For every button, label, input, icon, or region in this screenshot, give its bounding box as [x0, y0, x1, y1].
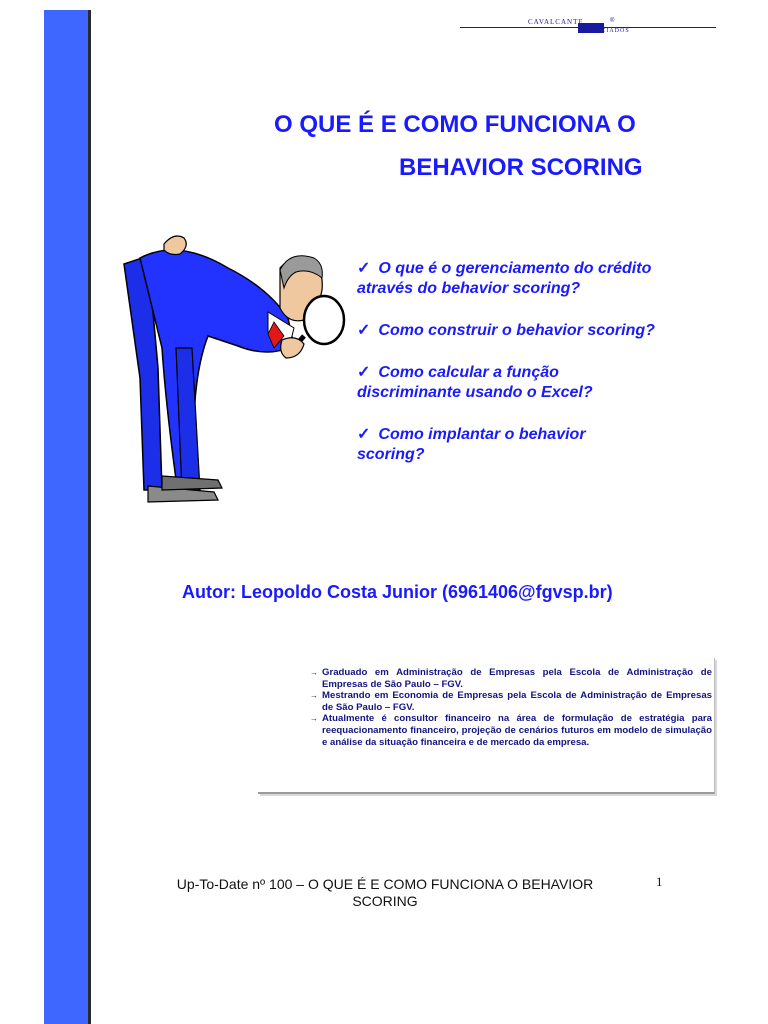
question-text: O que é o gerenciamento do crédito através do behavior scoring? [357, 260, 652, 297]
list-item [357, 259, 657, 299]
check-icon: ✓ [357, 426, 371, 443]
bio-text: Atualmente é consultor financeiro na área de formulação de estratégia para reequacionamento financeiro, projeção de cenários futuros em modelo de simulação e análise da situação financeira e de mercado da empresa. [322, 713, 712, 748]
question-text: Como implantar o behavior scoring? [357, 426, 586, 463]
check-icon: ✓ [357, 322, 371, 339]
bio-item [310, 667, 712, 690]
footer-line-1: Up-To-Date nº 100 – O QUE É E COMO FUNCIONA O BEHAVIOR [176, 876, 594, 892]
check-icon: ✓ [357, 260, 371, 277]
page-number: 1 [656, 874, 663, 889]
page-footer [150, 876, 620, 910]
logo-text-bottom: ASSOCIADOS [582, 28, 630, 34]
author-line: Autor: Leopoldo Costa Junior (6961406@fgvsp.br) [182, 582, 613, 602]
side-bar [44, 10, 91, 1024]
bio-text: Mestrando em Economia de Empresas pela Escola de Administração de Empresas de São Paulo – FGV. [322, 690, 712, 713]
logo-registered-mark: ® [610, 18, 615, 24]
question-list [357, 259, 657, 487]
arrow-right-icon: → [310, 714, 318, 724]
logo-text-top: CAVALCANTE [528, 18, 584, 26]
list-item [357, 363, 657, 403]
footer-line-2: SCORING [352, 893, 418, 909]
bio-text: Graduado em Administração de Empresas pela Escola de Administração de Empresas de São Paulo – FGV. [322, 667, 712, 690]
check-icon: ✓ [357, 364, 371, 381]
company-logo [460, 18, 716, 48]
author-bio [310, 667, 712, 748]
title-line-2: BEHAVIOR SCORING [399, 154, 643, 181]
question-text: Como calcular a função discriminante usando o Excel? [357, 364, 593, 401]
arrow-right-icon: → [310, 668, 318, 677]
arrow-right-icon: → [310, 691, 318, 701]
bio-item [310, 690, 712, 713]
list-item [357, 425, 657, 465]
title-line-1: O QUE É E COMO FUNCIONA O [274, 111, 636, 138]
man-with-magnifier-illustration [118, 228, 358, 518]
question-text: Como construir o behavior scoring? [378, 322, 655, 339]
bio-item [310, 713, 712, 748]
list-item [357, 321, 657, 341]
